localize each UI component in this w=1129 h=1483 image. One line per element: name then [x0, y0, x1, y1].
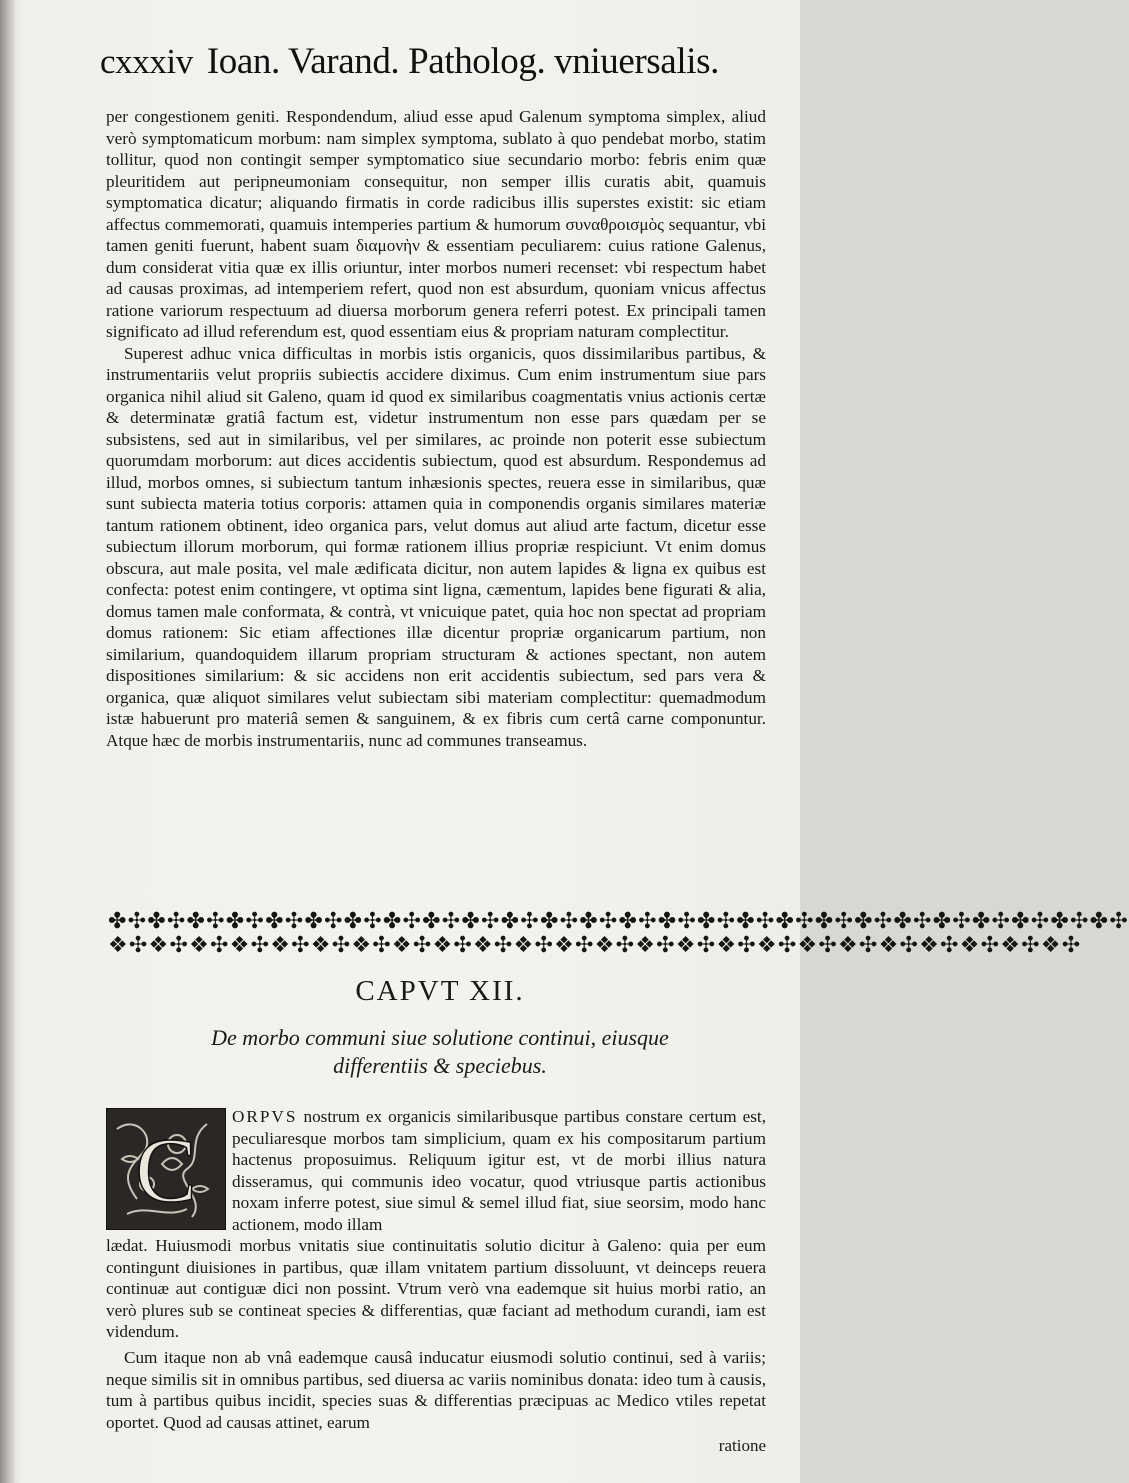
decorated-initial-icon	[107, 1109, 225, 1229]
ornamental-band-top: ✤✣✤✣✤✣✤✣✤✣✤✣✤✣✤✣✤✣✤✣✤✣✤✣✤✣✤✣✤✣✤✣✤✣✤✣✤✣✤✣✤✣✤✣✤✣✤✣✤✣✤✣	[108, 908, 1129, 933]
main-text	[106, 106, 766, 751]
paragraph: Cum itaque non ab vnâ eademque causâ inducatur eiusmodi solutio continui, sed à variis; neque similis sit in omnibus partibus, sed diuersa ac variis nominibus donata: ideo tum à causis, tum à partibus quibus incidit, species suas & differentias præcipuas ac Medico vtiles repetat oportet. Quod ad causas attinet, earum	[106, 1348, 766, 1432]
initial-letter: C	[135, 1119, 197, 1221]
opening-paragraph	[232, 1106, 766, 1235]
paragraph: per congestionem geniti. Respondendum, aliud esse apud Galenum symptoma simplex, aliud verò symptomaticum morbum: nam simplex symptoma, sublato à quo pendebat morbo, statim tollitur, quod non contingit semper symptomatico siue secundario morbo: febris enim quæ pleuritidem aut peripneumoniam consequitur, non semper illis curatis abit, quamuis symptomatica dicatur; aliquando firmatis in corde radicibus illis superstes existit: sic etiam affectus commemorati, quamuis intemperies partium & humorum συναθροισμὸς sequantur, vbi tamen geniti fuerunt, habent suam διαμονὴν & essentiam peculiarem: cuius ratione Galenus, dum considerat vitia quæ ex illis oriuntur, inter morbos numeri recenset: vbi respectum habet ad causas proximas, ad intemperiem refert, quod non est absurdum, quoniam vnicus affectus ratione variorum respectuum ad diuersa morborum genera referri potest. Ex principali tamen significato ad illud referendum est, quod essentiam eius & propriam naturam complectitur.	[106, 107, 766, 341]
running-title: Ioan. Varand. Patholog. vniuersalis.	[206, 41, 719, 82]
first-word: ORPVS	[232, 1107, 298, 1126]
binding-gutter	[0, 0, 16, 1483]
catchword: ratione	[718, 1436, 766, 1455]
opening-text: nostrum ex organicis similaribusque partibus constare certum est, peculiaresque morbos tam simplicium, quam ex his compositarum partium hactenus proposuimus. Reliquum igitur est, vt de morbi illius natura disseramus, qui communis ideo vocatur, quod vtriusque partis actionibus noxam inferre potest, siue simul & semel illud fiat, siue seorsim, modo hanc actionem, modo illam	[232, 1107, 767, 1234]
decorated-initial	[106, 1108, 226, 1230]
ornamental-band-bottom: ❖✣❖✣❖✣❖✣❖✣❖✣❖✣❖✣❖✣❖✣❖✣❖✣❖✣❖✣❖✣❖✣❖✣❖✣❖✣❖✣❖✣❖✣❖✣❖✣	[108, 932, 1082, 957]
chapter-title	[150, 1024, 730, 1080]
opening-paragraph-continued: lædat. Huiusmodi morbus vnitatis siue continuitatis solutio dicitur à Galeno: quia per eum contingunt diuisiones in partibus, quæ illam vnitatem partium dissoluunt, vt deinceps reuera continuæ aut contiguæ dici non possint. Vtrum verò vna eademque sit huius morbi ratio, an verò plures sub se contineat species & differentias, quæ faciant ad methodum curandi, iam est videndum.	[106, 1236, 766, 1341]
chapter-heading: CAPVT XII.	[355, 975, 525, 1007]
chapter-title-line: differentiis & speciebus.	[333, 1053, 547, 1078]
chapter-title-line: De morbo communi siue solutione continui, eiusque	[211, 1025, 669, 1050]
running-header	[100, 40, 780, 94]
page-folio: cxxxiv	[100, 42, 193, 81]
paragraph: Superest adhuc vnica difficultas in morbis istis organicis, quos dissimilaribus partibus, & instrumentariis velut propriis subiectis accidere diximus. Cum enim instrumentum siue pars organica nihil aliud sit Galeno, quam id quod ex similaribus coagmentatis vnius actionis certæ & determinatæ gratiâ factum est, videtur instrumentum non esse pars quædam per se subsistens, sed aut in similaribus, vel per similares, ac proinde non poterit esse subiectum quorumdam morborum: aut dices accidentis subiectum, quod est absurdum. Respondemus ad illud, morbos omnes, si subiectum tantum inhæsionis spectes, reuera esse in similaribus, quæ sunt subiecta materia totius corporis: attamen quia in componendis organis similares materiæ tantum rationem obtinent, ideo organica pars, velut domus aut aliud arte factum, dicetur esse subiectum illorum morborum, qui formæ rationem illius propriæ respiciunt. Vt enim domus obscura, aut male posita, vel male ædificata dicitur, non autem lapides & ligna ex quibus est confecta: potest enim contingere, vt optima sint ligna, cæmentum, lapides bene figurati & alia, domus tamen male conformata, & contrà, vt vnicuique patet, quia hoc non spectat ad propriam domus rationem: Sic etiam affectiones illæ dicentur propriæ organicarum partium, non similarium, quandoquidem illarum propriam structuram & actiones spectant, non autem dispositiones similarium: & sic accidens non erit accidentis subiectum, sed pars vera & organica, quæ aliquot similares velut subiectam sibi materiam complectitur: quemadmodum istæ habuerunt pro materiâ semen & sanguinem, & ex fibris cum certâ carne componuntur. Atque hæc de morbis instrumentariis, nunc ad communes transeamus.	[106, 343, 766, 750]
